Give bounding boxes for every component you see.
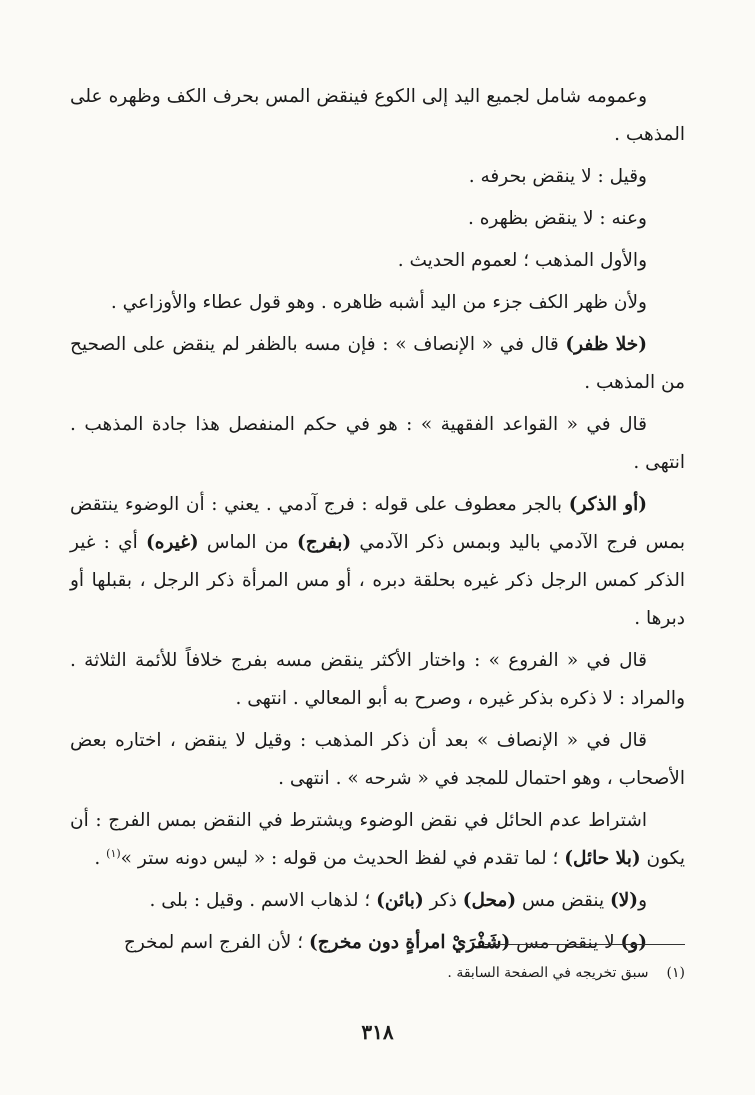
text-segment: قال في « الفروع » : واختار الأكثر ينقض مسه بفرج خلافاً للأئمة الثلاثة . والمراد : لا ذكره بذكر غيره ، وصرح به أبو المعالي . انتهى .: [70, 650, 685, 709]
body-text: [70, 78, 685, 962]
text-segment: .: [94, 848, 107, 869]
text-segment: قال في « الإنصاف » : فإن مسه بالظفر لم ينقض على الصحيح من المذهب .: [70, 334, 685, 393]
paragraph: [70, 722, 685, 798]
text-segment: لا ينقض مس: [510, 932, 621, 953]
paragraph: [70, 242, 685, 280]
text-segment: وقيل : لا ينقض بحرفه .: [468, 166, 647, 187]
bold-term: (خلا ظفر): [565, 334, 647, 355]
paragraph: [70, 802, 685, 878]
bold-term: (بائن): [376, 890, 424, 911]
bold-term: (شَفْرَيْ امرأةٍ دون مخرج): [308, 932, 511, 953]
text-segment: والأول المذهب ؛ لعموم الحديث .: [397, 250, 647, 271]
text-segment: ؛ لما تقدم في لفظ الحديث من قوله : « ليس دونه ستر »: [120, 848, 565, 869]
page-number: ٣١٨: [361, 1020, 394, 1044]
text-segment: قال في « القواعد الفقهية » : هو في حكم المنفصل هذا جادة المذهب . انتهى .: [70, 414, 685, 473]
text-segment: أي : غير الذكر كمس الرجل ذكر غيره بحلقة دبره ، أو مس المرأة ذكر الرجل ، بقبلها أو دبرها .: [70, 532, 685, 629]
bold-term: (غيره): [145, 532, 199, 553]
text-segment: قال في « الإنصاف » بعد أن ذكر المذهب : وقيل لا ينقض ، اختاره بعض الأصحاب ، وهو احتمال للمجد في « شرحه » . انتهى .: [70, 730, 685, 789]
paragraph: [70, 284, 685, 322]
paragraph: [70, 200, 685, 238]
footnote-number: (١): [666, 965, 685, 981]
text-segment: ولأن ظهر الكف جزء من اليد أشبه ظاهره . وهو قول عطاء والأوزاعي .: [110, 292, 647, 313]
footnote: [70, 962, 685, 984]
text-segment: ؛ لذهاب الاسم . وقيل : بلى .: [149, 890, 377, 911]
paragraph: [70, 326, 685, 402]
bold-term: (و): [620, 932, 647, 953]
text-segment: اشتراط عدم الحائل في نقض الوضوء ويشترط في النقض بمس الفرج : أن يكون: [70, 810, 685, 869]
paragraph: [70, 642, 685, 718]
footnote-ref: (١): [106, 846, 121, 860]
text-segment: بالجر معطوف على قوله : فرج آدمي . يعني : أن الوضوء ينتقض بمس فرج الآدمي باليد وبمس ذكر الآدمي: [70, 494, 686, 553]
footnote-text: سبق تخريجه في الصفحة السابقة .: [447, 965, 649, 981]
text-segment: و: [638, 890, 647, 911]
bold-term: (أو الذكر): [568, 494, 647, 515]
bold-term: (لا): [610, 890, 639, 911]
text-segment: ذكر: [423, 890, 463, 911]
paragraph: [70, 924, 685, 962]
bold-term: (بفرج): [297, 532, 352, 553]
paragraph: [70, 882, 685, 920]
text-segment: ؛ لأن الفرج اسم لمخرج: [123, 932, 309, 953]
footnote-divider: [485, 944, 685, 945]
bold-term: (محل): [462, 890, 517, 911]
paragraph: [70, 406, 685, 482]
text-segment: من الماس: [198, 532, 298, 553]
text-segment: وعمومه شامل لجميع اليد إلى الكوع فينقض المس بحرف الكف وظهره على المذهب .: [70, 86, 685, 145]
paragraph: [70, 486, 685, 638]
bold-term: (بلا حائل): [564, 848, 641, 869]
paragraph: [70, 158, 685, 196]
text-segment: وعنه : لا ينقض بظهره .: [467, 208, 647, 229]
text-segment: ينقض مس: [516, 890, 610, 911]
paragraph: [70, 78, 685, 154]
